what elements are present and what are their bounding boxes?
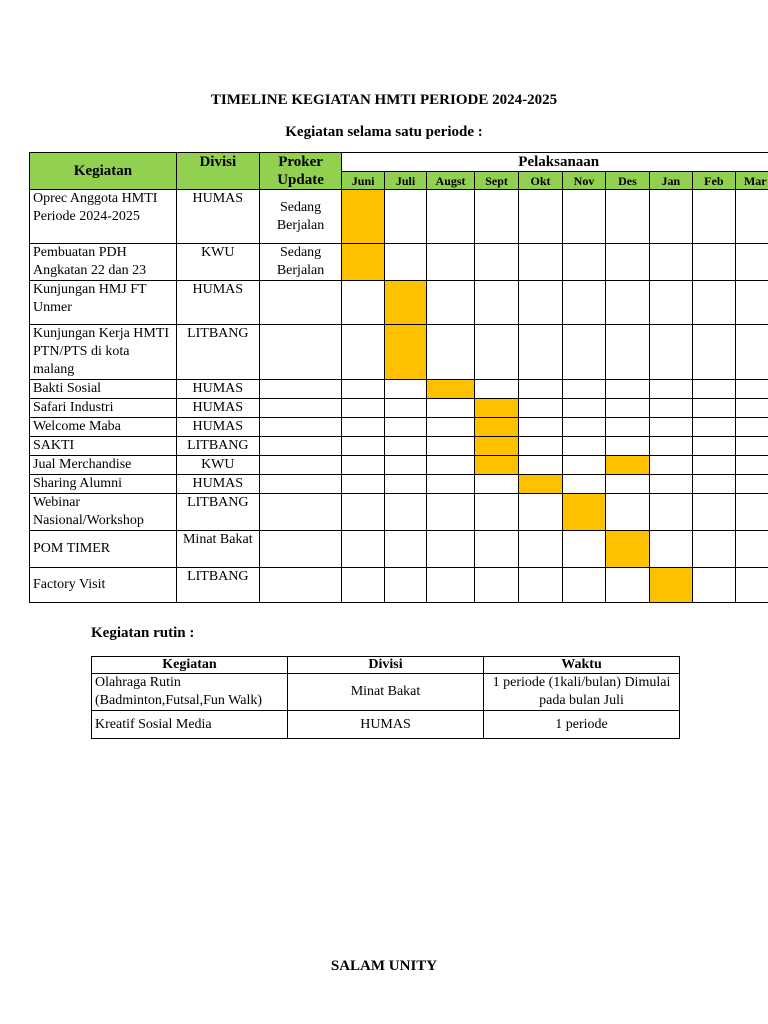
schedule-cell — [342, 475, 384, 494]
schedule-cell-active — [474, 418, 518, 437]
schedule-cell — [693, 531, 735, 568]
timeline-row — [30, 568, 768, 603]
schedule-cell — [735, 437, 768, 456]
schedule-cell — [735, 531, 768, 568]
rutin-divisi: HUMAS — [288, 711, 484, 739]
schedule-cell — [735, 325, 768, 380]
schedule-cell — [649, 456, 692, 475]
schedule-cell — [693, 190, 735, 244]
schedule-cell-active — [649, 568, 692, 603]
schedule-cell-active — [606, 456, 649, 475]
timeline-row — [30, 190, 768, 244]
schedule-cell — [562, 281, 605, 325]
header-divisi: Divisi — [176, 153, 259, 190]
division: HUMAS — [176, 190, 259, 244]
rutin-table — [91, 656, 680, 739]
proker-update — [259, 568, 342, 603]
activity-name: Oprec Anggota HMTI Periode 2024-2025 — [30, 190, 177, 244]
schedule-cell — [474, 531, 518, 568]
timeline-row — [30, 399, 768, 418]
division: LITBANG — [176, 568, 259, 603]
schedule-cell — [474, 568, 518, 603]
schedule-cell — [562, 456, 605, 475]
rutin-header-waktu: Waktu — [484, 657, 680, 674]
schedule-cell — [735, 418, 768, 437]
schedule-cell — [427, 531, 475, 568]
schedule-cell — [735, 494, 768, 531]
schedule-cell-active — [342, 244, 384, 281]
division: LITBANG — [176, 437, 259, 456]
schedule-cell — [562, 418, 605, 437]
month-header: Feb — [693, 172, 735, 190]
schedule-cell — [562, 399, 605, 418]
schedule-cell — [649, 494, 692, 531]
schedule-cell — [519, 399, 562, 418]
schedule-cell — [474, 190, 518, 244]
schedule-cell — [519, 568, 562, 603]
rutin-divisi: Minat Bakat — [288, 674, 484, 711]
month-header: Nov — [562, 172, 605, 190]
schedule-cell — [649, 380, 692, 399]
division: Minat Bakat — [176, 531, 259, 568]
schedule-cell — [427, 437, 475, 456]
schedule-cell — [474, 325, 518, 380]
timeline-row — [30, 437, 768, 456]
schedule-cell — [562, 244, 605, 281]
schedule-cell — [384, 568, 426, 603]
schedule-cell — [427, 281, 475, 325]
schedule-cell — [606, 568, 649, 603]
schedule-cell — [519, 190, 562, 244]
schedule-cell-active — [474, 399, 518, 418]
schedule-cell — [606, 380, 649, 399]
activity-name: Pembuatan PDH Angkatan 22 dan 23 — [30, 244, 177, 281]
rutin-row — [92, 711, 680, 739]
schedule-cell — [384, 456, 426, 475]
activity-name: Jual Merchandise — [30, 456, 177, 475]
schedule-cell — [384, 437, 426, 456]
proker-update — [259, 325, 342, 380]
schedule-cell — [519, 418, 562, 437]
schedule-cell — [562, 568, 605, 603]
activity-name: Safari Industri — [30, 399, 177, 418]
activity-name: Factory Visit — [30, 568, 177, 603]
timeline-row — [30, 418, 768, 437]
schedule-cell — [649, 190, 692, 244]
activity-name: Welcome Maba — [30, 418, 177, 437]
rutin-label: Kegiatan rutin : — [91, 625, 195, 641]
schedule-cell — [606, 190, 649, 244]
month-header: Jan — [649, 172, 692, 190]
timeline-row — [30, 244, 768, 281]
schedule-cell — [693, 437, 735, 456]
schedule-cell — [384, 475, 426, 494]
schedule-cell — [519, 494, 562, 531]
header-proker-update: Proker Update — [259, 153, 342, 190]
schedule-cell — [562, 531, 605, 568]
schedule-cell — [735, 190, 768, 244]
division: LITBANG — [176, 325, 259, 380]
schedule-cell — [427, 244, 475, 281]
schedule-cell — [649, 418, 692, 437]
schedule-cell — [519, 325, 562, 380]
timeline-row — [30, 456, 768, 475]
schedule-cell — [735, 399, 768, 418]
division: KWU — [176, 244, 259, 281]
rutin-header-divisi: Divisi — [288, 657, 484, 674]
schedule-cell — [384, 418, 426, 437]
activity-name: Webinar Nasional/Workshop — [30, 494, 177, 531]
timeline-body — [30, 190, 768, 603]
division: HUMAS — [176, 281, 259, 325]
schedule-cell — [606, 494, 649, 531]
schedule-cell — [384, 244, 426, 281]
rutin-header-kegiatan: Kegiatan — [92, 657, 288, 674]
proker-update — [259, 531, 342, 568]
division: HUMAS — [176, 418, 259, 437]
schedule-cell — [649, 531, 692, 568]
proker-update — [259, 380, 342, 399]
month-header: Okt — [519, 172, 562, 190]
schedule-cell — [384, 531, 426, 568]
schedule-cell — [606, 281, 649, 325]
schedule-cell — [562, 190, 605, 244]
schedule-cell — [427, 475, 475, 494]
schedule-cell — [606, 437, 649, 456]
rutin-kegiatan: Kreatif Sosial Media — [92, 711, 288, 739]
month-header: Mar — [735, 172, 768, 190]
activity-name: POM TIMER — [30, 531, 177, 568]
schedule-cell-active — [427, 380, 475, 399]
proker-update — [259, 437, 342, 456]
schedule-cell — [693, 568, 735, 603]
proker-update: Sedang Berjalan — [259, 190, 342, 244]
activity-name: Bakti Sosial — [30, 380, 177, 399]
rutin-kegiatan: Olahraga Rutin (Badminton,Futsal,Fun Walk) — [92, 674, 288, 711]
header-pelaksanaan: Pelaksanaan — [342, 153, 768, 172]
schedule-cell — [649, 475, 692, 494]
schedule-cell — [427, 456, 475, 475]
timeline-row — [30, 380, 768, 399]
schedule-cell — [427, 418, 475, 437]
schedule-cell — [693, 494, 735, 531]
schedule-cell — [693, 399, 735, 418]
schedule-cell-active — [342, 190, 384, 244]
schedule-cell — [427, 494, 475, 531]
schedule-cell — [562, 475, 605, 494]
proker-update: Sedang Berjalan — [259, 244, 342, 281]
schedule-cell — [606, 244, 649, 281]
schedule-cell — [562, 325, 605, 380]
schedule-cell — [342, 494, 384, 531]
schedule-cell — [427, 568, 475, 603]
division: LITBANG — [176, 494, 259, 531]
proker-update — [259, 475, 342, 494]
activity-name: SAKTI — [30, 437, 177, 456]
rutin-waktu: 1 periode — [484, 711, 680, 739]
schedule-cell — [384, 190, 426, 244]
schedule-cell — [384, 380, 426, 399]
schedule-cell — [342, 568, 384, 603]
schedule-cell — [562, 437, 605, 456]
schedule-cell — [342, 399, 384, 418]
schedule-cell — [342, 380, 384, 399]
timeline-row — [30, 531, 768, 568]
schedule-cell — [474, 281, 518, 325]
schedule-cell — [474, 380, 518, 399]
timeline-row — [30, 494, 768, 531]
schedule-cell — [693, 325, 735, 380]
schedule-cell — [649, 325, 692, 380]
schedule-cell — [474, 494, 518, 531]
month-header: Des — [606, 172, 649, 190]
schedule-cell — [735, 475, 768, 494]
schedule-cell — [342, 437, 384, 456]
activity-name: Kunjungan HMJ FT Unmer — [30, 281, 177, 325]
schedule-cell — [649, 399, 692, 418]
rutin-waktu: 1 periode (1kali/bulan) Dimulai pada bulan Juli — [484, 674, 680, 711]
schedule-cell — [735, 456, 768, 475]
timeline-row — [30, 281, 768, 325]
schedule-cell — [427, 325, 475, 380]
schedule-cell-active — [474, 437, 518, 456]
division: KWU — [176, 456, 259, 475]
timeline-table — [29, 152, 768, 603]
proker-update — [259, 418, 342, 437]
schedule-cell — [519, 456, 562, 475]
document-subtitle: Kegiatan selama satu periode : — [285, 124, 483, 140]
schedule-cell — [693, 456, 735, 475]
month-header: Juni — [342, 172, 384, 190]
schedule-cell-active — [474, 456, 518, 475]
proker-update — [259, 494, 342, 531]
schedule-cell — [384, 399, 426, 418]
schedule-cell — [519, 244, 562, 281]
activity-name: Sharing Alumni — [30, 475, 177, 494]
schedule-cell — [693, 475, 735, 494]
schedule-cell — [519, 281, 562, 325]
schedule-cell — [735, 380, 768, 399]
schedule-cell — [342, 531, 384, 568]
schedule-cell — [474, 475, 518, 494]
schedule-cell — [606, 399, 649, 418]
proker-update — [259, 399, 342, 418]
schedule-cell — [342, 456, 384, 475]
division: HUMAS — [176, 399, 259, 418]
schedule-cell-active — [519, 475, 562, 494]
month-header: Augst — [427, 172, 475, 190]
schedule-cell — [693, 418, 735, 437]
timeline-row — [30, 325, 768, 380]
schedule-cell — [427, 399, 475, 418]
schedule-cell — [606, 418, 649, 437]
schedule-cell-active — [384, 325, 426, 380]
schedule-cell — [342, 418, 384, 437]
schedule-cell — [562, 380, 605, 399]
rutin-row — [92, 674, 680, 711]
document-title: TIMELINE KEGIATAN HMTI PERIODE 2024-2025 — [210, 92, 558, 108]
schedule-cell — [693, 244, 735, 281]
schedule-cell — [735, 281, 768, 325]
schedule-cell — [649, 437, 692, 456]
schedule-cell — [342, 281, 384, 325]
proker-update — [259, 456, 342, 475]
month-header: Sept — [474, 172, 518, 190]
schedule-cell — [606, 475, 649, 494]
schedule-cell — [519, 531, 562, 568]
schedule-cell — [649, 244, 692, 281]
proker-update — [259, 281, 342, 325]
schedule-cell-active — [562, 494, 605, 531]
timeline-row — [30, 475, 768, 494]
schedule-cell — [735, 568, 768, 603]
schedule-cell — [693, 281, 735, 325]
schedule-cell — [606, 325, 649, 380]
division: HUMAS — [176, 380, 259, 399]
schedule-cell — [735, 244, 768, 281]
schedule-cell — [519, 437, 562, 456]
division: HUMAS — [176, 475, 259, 494]
schedule-cell — [427, 190, 475, 244]
schedule-cell — [649, 281, 692, 325]
activity-name: Kunjungan Kerja HMTI PTN/PTS di kota malang — [30, 325, 177, 380]
schedule-cell — [519, 380, 562, 399]
rutin-body — [92, 674, 680, 739]
footer-text: SALAM UNITY — [330, 958, 438, 974]
header-kegiatan: Kegiatan — [30, 153, 177, 190]
schedule-cell-active — [606, 531, 649, 568]
schedule-cell — [693, 380, 735, 399]
schedule-cell — [474, 244, 518, 281]
schedule-cell — [384, 494, 426, 531]
schedule-cell-active — [384, 281, 426, 325]
schedule-cell — [342, 325, 384, 380]
month-header: Juli — [384, 172, 426, 190]
